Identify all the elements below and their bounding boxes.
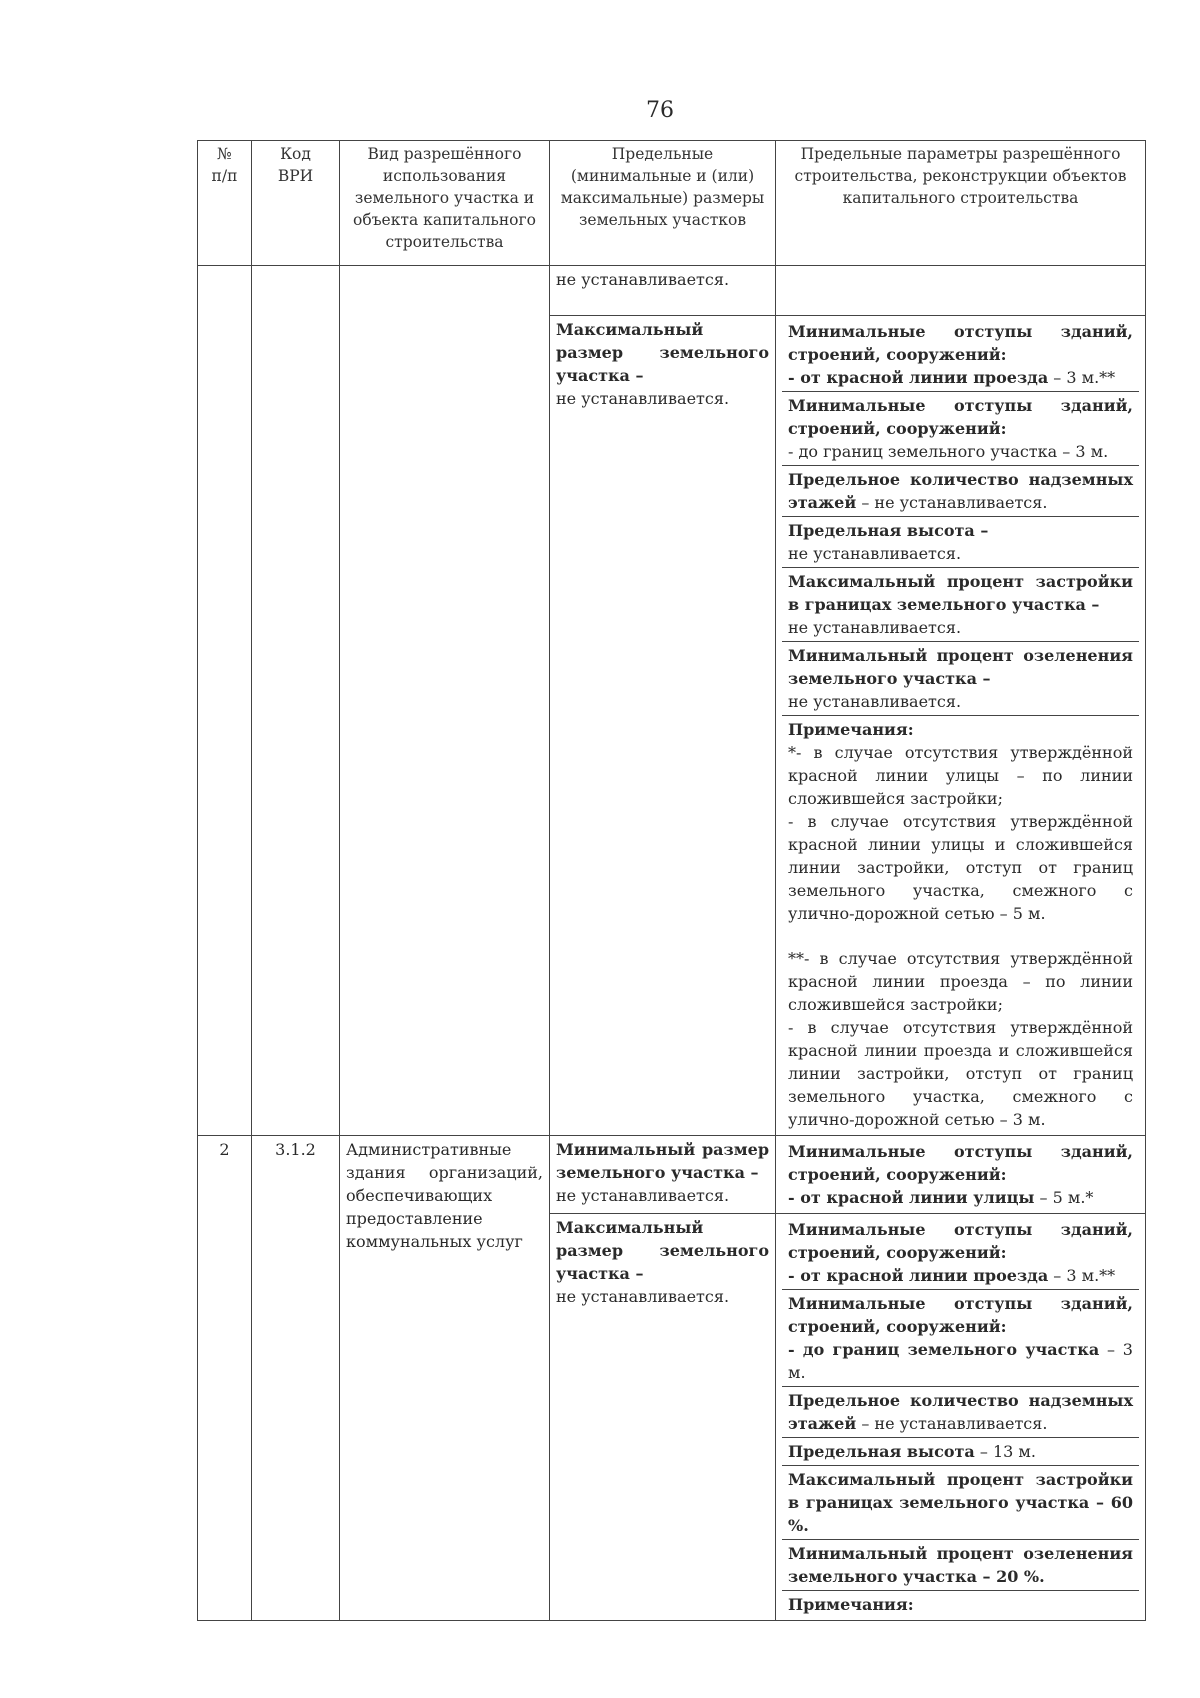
header-sizes: Предельные (минимальные и (или) максимальные) размеры земельных участков bbox=[550, 141, 776, 266]
header-type: Вид разрешённого использования земельного участка и объекта капитального строительства bbox=[340, 141, 550, 266]
header-num: № п/п bbox=[198, 141, 252, 266]
param-item: Предельное количество надземных этажей – не устанавливается. bbox=[782, 466, 1139, 517]
cell-sizes-top bbox=[550, 266, 776, 316]
notes-block bbox=[782, 1591, 1139, 1618]
header-code: Код ВРИ bbox=[252, 141, 340, 266]
param-item: Минимальные отступы зданий, строений, сооружений: - до границ земельного участка – 3 м. bbox=[782, 392, 1139, 466]
cell-num-2: 2 bbox=[198, 1136, 252, 1621]
note-text: *- в случае отсутствия утверждённой красной линии улицы – по линии сложившейся застройки; bbox=[788, 743, 1133, 808]
table-row bbox=[198, 1136, 1146, 1214]
regulations-table bbox=[197, 140, 1146, 1621]
cell-sizes-min-2 bbox=[550, 1136, 776, 1214]
notes-block bbox=[782, 716, 1139, 1133]
max-size-value: не устанавливается. bbox=[556, 389, 730, 408]
note-text: - в случае отсутствия утверждённой красной линии улицы и сложившейся линии застройки, отступ от границ земельного участка, смежного с улично-дорожной сетью – 5 м. bbox=[788, 812, 1133, 923]
note-text: - в случае отсутствия утверждённой красной линии проезда и сложившейся линии застройки, отступ от границ земельного участка, смежного с улично-дорожной сетью – 3 м. bbox=[788, 1018, 1133, 1129]
cell-params-2a bbox=[776, 1136, 1146, 1214]
cell-sizes-max bbox=[550, 316, 776, 1136]
notes-title: Примечания: bbox=[788, 1595, 914, 1614]
table-row bbox=[198, 266, 1146, 316]
cell-code-cont bbox=[252, 266, 340, 1136]
table-header-row bbox=[198, 141, 1146, 266]
cell-params-top bbox=[776, 266, 1146, 316]
page-number: 76 bbox=[646, 98, 674, 123]
param-item: Минимальные отступы зданий, строений, сооружений: - от красной линии проезда – 3 м.** bbox=[782, 1216, 1139, 1290]
cell-params-cont bbox=[776, 316, 1146, 1136]
notes-title: Примечания: bbox=[788, 720, 914, 739]
param-item: Предельное количество надземных этажей – не устанавливается. bbox=[782, 1387, 1139, 1438]
header-params: Предельные параметры разрешённого строительства, реконструкции объектов капитального строительства bbox=[776, 141, 1146, 266]
param-item: Минимальные отступы зданий, строений, сооружений: - от красной линии проезда – 3 м.** bbox=[782, 318, 1139, 392]
max-size-label: Максимальный размер земельного участка – bbox=[556, 320, 769, 385]
param-item: Предельная высота – не устанавливается. bbox=[782, 517, 1139, 568]
note-text: **- в случае отсутствия утверждённой красной линии проезда – по линии сложившейся застройки; bbox=[788, 949, 1133, 1014]
min-size-label: Минимальный размер земельного участка – bbox=[556, 1140, 769, 1182]
cell-sizes-max-2 bbox=[550, 1214, 776, 1621]
param-item: Максимальный процент застройки в границах земельного участка – 60 %. bbox=[782, 1466, 1139, 1540]
param-item: Предельная высота – 13 м. bbox=[782, 1438, 1139, 1466]
cell-type-cont bbox=[340, 266, 550, 1136]
param-item: Минимальные отступы зданий, строений, сооружений: - до границ земельного участка – 3 м. bbox=[782, 1290, 1139, 1387]
param-item: Минимальный процент озеленения земельного участка – не устанавливается. bbox=[782, 642, 1139, 716]
cell-params-2b bbox=[776, 1214, 1146, 1621]
cell-code-2: 3.1.2 bbox=[252, 1136, 340, 1621]
param-item: Минимальный процент озеленения земельного участка – 20 %. bbox=[782, 1540, 1139, 1591]
param-item: Максимальный процент застройки в границах земельного участка – не устанавливается. bbox=[782, 568, 1139, 642]
min-size-value: не устанавливается. bbox=[556, 1186, 730, 1205]
sizes-top-text: не устанавливается. bbox=[556, 270, 730, 289]
max-size-label: Максимальный размер земельного участка – bbox=[556, 1218, 769, 1283]
max-size-value: не устанавливается. bbox=[556, 1287, 730, 1306]
cell-type-2: Административные здания организаций, обеспечивающих предоставление коммунальных услуг bbox=[340, 1136, 550, 1621]
cell-num-cont bbox=[198, 266, 252, 1136]
param-item: Минимальные отступы зданий, строений, сооружений: - от красной линии улицы – 5 м.* bbox=[788, 1142, 1133, 1207]
